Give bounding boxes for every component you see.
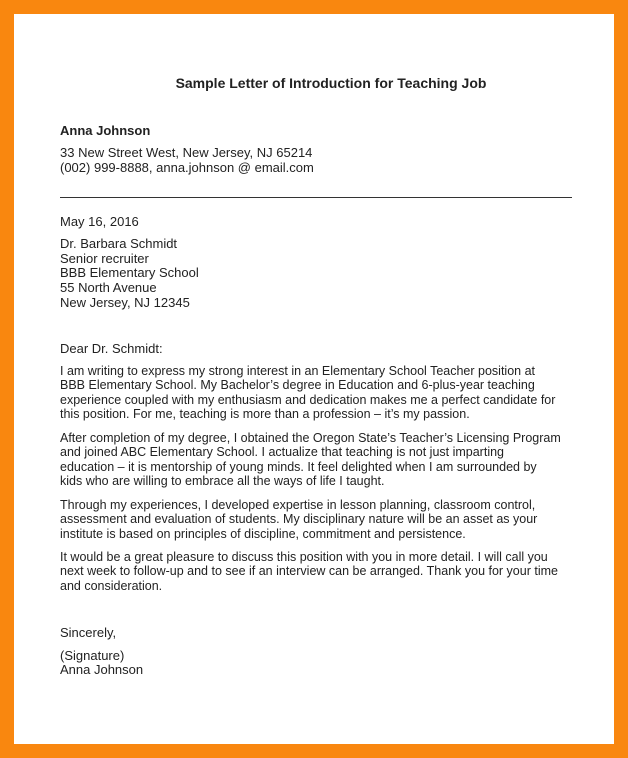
paragraph-line: After completion of my degree, I obtained the Oregon State’s Teacher’s Licensing Program: [60, 431, 561, 445]
signer-name: Anna Johnson: [60, 662, 144, 677]
paragraph-line: It would be a great pleasure to discuss this position with you in more detail. I will call you: [60, 550, 548, 564]
sender-name: Anna Johnson: [60, 123, 151, 138]
recipient-city: New Jersey, NJ 12345: [60, 294, 190, 310]
salutation: Dear Dr. Schmidt:: [60, 341, 163, 356]
body-paragraph-4: [60, 550, 580, 593]
document-title: Sample Letter of Introduction for Teaching Job: [175, 75, 487, 91]
body-paragraph-3: [60, 498, 580, 541]
recipient-street: 55 North Avenue: [60, 280, 157, 296]
body-paragraph-2: [60, 431, 580, 489]
paragraph-line: Through my experiences, I developed expertise in lesson planning, classroom control,: [60, 498, 536, 512]
sender-address: 33 New Street West, New Jersey, NJ 65214: [60, 145, 313, 160]
body-paragraph-1: [60, 364, 580, 422]
letter-date: May 16, 2016: [60, 214, 139, 229]
letter-page: [14, 14, 614, 744]
recipient-name: Dr. Barbara Schmidt: [60, 236, 178, 251]
sender-contact: (002) 999-8888, anna.johnson @ email.com: [60, 160, 314, 175]
paragraph-line: next week to follow-up and to see if an interview can be arranged. Thank you for your time: [60, 564, 558, 579]
recipient-organization: BBB Elementary School: [60, 265, 199, 281]
signature-placeholder: (Signature): [60, 648, 125, 663]
paragraph-line: experience coupled with my enthusiasm and dedication makes me a perfect candidate for: [60, 392, 556, 407]
recipient-block: [60, 237, 199, 311]
paragraph-line: education – it is mentorship of young minds. It feel delighted when I am surrounded by: [60, 459, 537, 474]
paragraph-line: BBB Elementary School. My Bachelor’s degree in Education and 6-plus-year teaching: [60, 378, 535, 393]
paragraph-line: and joined ABC Elementary School. I actualize that teaching is not just imparting: [60, 445, 505, 460]
recipient-position: Senior recruiter: [60, 250, 149, 266]
closing: Sincerely,: [60, 625, 117, 640]
paragraph-line: kids who are willing to embrace all the ways of life I taught.: [60, 474, 385, 489]
paragraph-line: institute is based on principles of discipline, commitment and persistence.: [60, 526, 466, 541]
paragraph-line: I am writing to express my strong interest in an Elementary School Teacher position at: [60, 364, 535, 378]
paragraph-line: assessment and evaluation of students. My disciplinary nature will be an asset as your: [60, 512, 538, 527]
paragraph-line: and consideration.: [60, 578, 163, 593]
header-divider: [60, 197, 572, 198]
paragraph-line: this position. For me, teaching is more than a profession – it’s my passion.: [60, 407, 470, 422]
